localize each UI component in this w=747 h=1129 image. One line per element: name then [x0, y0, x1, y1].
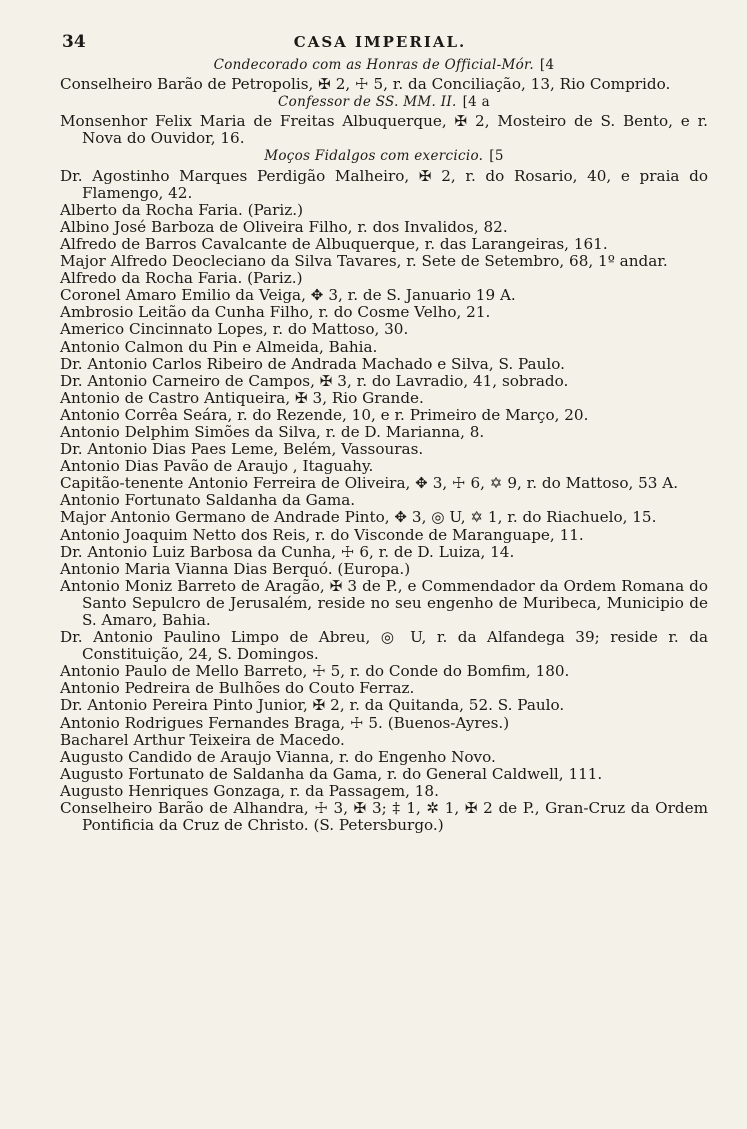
page-header: [60, 32, 700, 54]
directory-entry: Albino José Barboza de Oliveira Filho, r. dos Invalidos, 82.: [60, 217, 508, 236]
page-content: [60, 56, 708, 834]
directory-entry: Conselheiro Barão de Alhandra, ☩ 3, ✠ 3; ‡ 1, ✲ 1, ✠ 2 de P., Gran-Cruz da Ordem Pontificia da Cruz de Christo. (S. Petersburgo.): [60, 799, 708, 835]
directory-entry: Dr. Antonio Carlos Ribeiro de Andrada Machado e Silva, S. Paulo.: [60, 354, 565, 373]
running-title: CASA IMPERIAL.: [293, 33, 467, 51]
directory-entry: Major Antonio Germano de Andrade Pinto, ✥ 3, ◎ U, ✡ 1, r. do Riachuelo, 15.: [60, 508, 657, 527]
directory-entry: Augusto Henriques Gonzaga, r. da Passagem, 18.: [60, 781, 439, 800]
section-mark: [4 a: [462, 94, 490, 111]
section-title: [60, 94, 708, 111]
directory-entry: Americo Cincinnato Lopes, r. do Mattoso, 30.: [60, 320, 409, 339]
directory-entry: Alberto da Rocha Faria. (Pariz.): [60, 200, 303, 219]
directory-entry: Conselheiro Barão de Petropolis, ✠ 2, ☩ 5, r. da Conciliação, 13, Rio Comprido.: [60, 75, 671, 94]
section-title-text: Confessor de SS. MM. II.: [278, 94, 457, 111]
section-mark: [4: [539, 57, 555, 73]
directory-entry: Antonio Dias Pavão de Araujo , Itaguahy.: [60, 457, 374, 476]
directory-entry: Antonio Rodrigues Fernandes Braga, ☩ 5. (Buenos-Ayres.): [60, 713, 510, 732]
directory-entry: Bacharel Arthur Teixeira de Macedo.: [60, 730, 345, 749]
directory-entry: Major Alfredo Deocleciano da Silva Tavares, r. Sete de Setembro, 68, 1º andar.: [60, 252, 668, 271]
directory-entry: Antonio Maria Vianna Dias Berquó. (Europa.): [60, 559, 411, 578]
directory-entry: Dr. Antonio Paulino Limpo de Abreu, ◎ U, r. da Alfandega 39; reside r. da Constituição, 24, S. Domingos.: [60, 628, 708, 664]
directory-entry: Antonio Calmon du Pin e Almeida, Bahia.: [60, 337, 378, 356]
section-title-text: Condecorado com as Honras de Official-Mór.: [213, 57, 534, 73]
page-number: 34: [62, 32, 86, 52]
directory-entry: Coronel Amaro Emilio da Veiga, ✥ 3, r. de S. Januario 19 A.: [60, 286, 516, 305]
section-title: [60, 57, 708, 74]
directory-entry: Alfredo da Rocha Faria. (Pariz.): [60, 269, 303, 288]
directory-entry: Dr. Antonio Luiz Barbosa da Cunha, ☩ 6, r. de D. Luiza, 14.: [60, 542, 515, 561]
directory-entry: Antonio Fortunato Saldanha da Gama.: [60, 491, 356, 510]
directory-entry: Dr. Agostinho Marques Perdigão Malheiro, ✠ 2, r. do Rosario, 40, e praia do Flamengo, 42.: [60, 166, 708, 202]
directory-entry: Dr. Antonio Dias Paes Leme, Belém, Vassouras.: [60, 440, 424, 459]
directory-entry: Augusto Fortunato de Saldanha da Gama, r. do General Caldwell, 111.: [60, 764, 603, 783]
directory-entry: Dr. Antonio Carneiro de Campos, ✠ 3, r. do Lavradio, 41, sobrado.: [60, 371, 569, 390]
directory-entry: Ambrosio Leitão da Cunha Filho, r. do Cosme Velho, 21.: [60, 303, 491, 322]
directory-entry: Antonio Moniz Barreto de Aragão, ✠ 3 de P., e Commendador da Ordem Romana do Santo Sepulcro de Jerusalém, reside no seu engenho de Muribeca, Municipio de S. Amaro, Bahia.: [60, 576, 708, 629]
directory-entry: Antonio Corrêa Seára, r. do Rezende, 10, e r. Primeiro de Março, 20.: [60, 405, 589, 424]
directory-entry: Antonio Joaquim Netto dos Reis, r. do Visconde de Maranguape, 11.: [60, 525, 584, 544]
directory-entry: Dr. Antonio Pereira Pinto Junior, ✠ 2, r. da Quitanda, 52. S. Paulo.: [60, 696, 565, 715]
directory-entry: Antonio de Castro Antiqueira, ✠ 3, Rio Grande.: [60, 388, 424, 407]
directory-entry: Antonio Pedreira de Bulhões do Couto Ferraz.: [60, 679, 415, 698]
section-mark: [5: [489, 148, 504, 165]
directory-entry: Alfredo de Barros Cavalcante de Albuquerque, r. das Larangeiras, 161.: [60, 234, 608, 253]
directory-entry: Antonio Delphim Simões da Silva, r. de D. Marianna, 8.: [60, 422, 485, 441]
directory-entry: Antonio Paulo de Mello Barreto, ☩ 5, r. do Conde do Bomfim, 180.: [60, 662, 570, 681]
section-title: [60, 148, 708, 165]
directory-entry: Monsenhor Felix Maria de Freitas Albuquerque, ✠ 2, Mosteiro de S. Bento, e r. Nova do Ouvidor, 16.: [60, 112, 708, 148]
directory-entry: Augusto Candido de Araujo Vianna, r. do Engenho Novo.: [60, 747, 496, 766]
section-title-text: Moços Fidalgos com exercicio.: [264, 148, 484, 165]
directory-entry: Capitão-tenente Antonio Ferreira de Oliveira, ✥ 3, ☩ 6, ✡ 9, r. do Mattoso, 53 A.: [60, 474, 679, 493]
